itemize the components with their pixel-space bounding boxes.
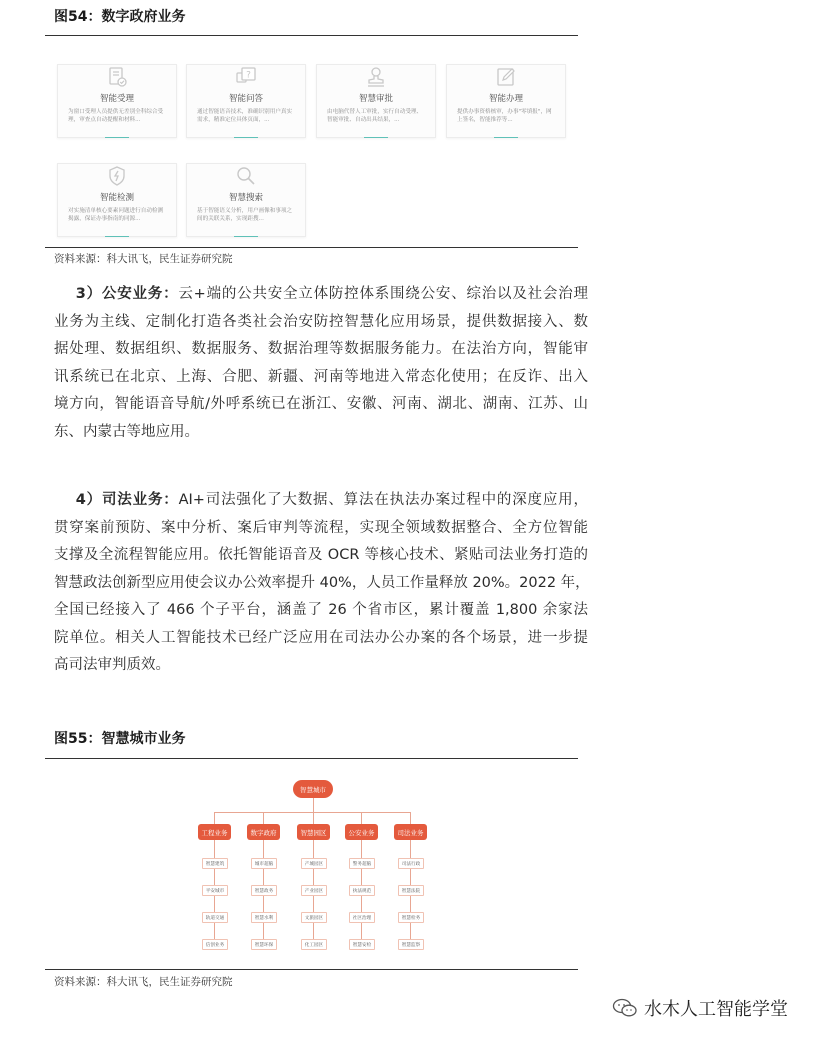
edit-icon [494,65,518,89]
card-desc: 通过智能语音技术，准确识别用户真实需求，精准定位具体页面，... [197,109,293,124]
card-desc: 对实施清单核心要素问题进行自动检测揭露，保证办事指南的同源... [68,208,164,223]
org-leaf-node: 平安城市 [202,885,228,896]
document-check-icon [105,65,129,89]
figure54-bottom-rule [45,247,578,248]
figure55-top-rule [45,758,578,759]
wechat-icon [612,998,638,1018]
paragraph-line: 讯系统已在北京、上海、合肥、新疆、河南等地进入常态化使用；在反诈、出入 [54,368,588,385]
paragraph-line: 支撑及全流程智能应用。依托智能语音及 OCR 等核心技术、紧贴司法业务打造的 [54,547,588,563]
card-intelligent-detection [57,163,177,237]
card-intelligent-handling [446,64,566,138]
paragraph-line: 3）公安业务：云+端的公共安全立体防控体系围绕公安、综治以及社会治理 [75,286,588,302]
org-leaf-node: 智慧环保 [251,939,277,950]
org-leaf-node: 产城园区 [301,858,327,869]
watermark-text: 水木人工智能学堂 [644,999,788,1020]
card-smart-search [186,163,306,237]
paragraph-line: 4）司法业务：AI+司法强化了大数据、算法在执法办案过程中的深度应用， [75,492,589,508]
org-leaf-node: 智慧政务 [251,885,277,896]
question-chat-icon [234,65,258,89]
card-desc: 为窗口受理人员提供无差别全科综合受理，审查点自动提醒和材料... [68,109,164,124]
root-connector [313,798,314,812]
shield-bolt-icon [105,164,129,188]
org-leaf-node: 司法行政 [398,858,424,869]
paragraph-lead: 4）司法业务： [75,492,179,508]
paragraph-line: 贯穿案前预防、案中分析、案后审判等流程，实现全领域数据整合、全方位智能 [54,519,588,536]
card-desc: 基于智能语义分析，用户画像和事项之间的关联关系，实现距搜... [197,208,293,223]
org-root-node: 智慧城市 [293,780,333,798]
org-category-node: 公安业务 [345,824,378,840]
card-intelligent-acceptance [57,64,177,138]
category-bar [214,812,410,813]
category-connector [313,812,314,824]
card-underline [105,137,129,138]
card-underline [364,137,388,138]
org-leaf-node: 轨道交通 [202,912,228,923]
card-title: 智能检测 [99,193,134,203]
org-leaf-node: 产业园区 [301,885,327,896]
card-desc: 提供办事资格核审，办事"零填报"，网上签名，智能推荐等... [457,109,552,124]
org-category-node: 工程业务 [198,824,231,840]
figure55-bottom-rule [45,969,578,970]
wechat-watermark [612,995,788,1021]
org-leaf-node: 文旅园区 [301,912,327,923]
card-underline [105,236,129,237]
card-intelligent-qa [186,64,306,138]
category-connector [214,812,215,824]
figure54-title: 图54：数字政府业务 [54,9,186,25]
org-leaf-node: 城市超脑 [251,858,277,869]
stamp-icon [364,65,388,89]
org-leaf-node: 智慧建筑 [202,858,228,869]
paragraph-public-security [54,281,588,446]
card-underline [234,236,258,237]
org-leaf-node: 化工园区 [301,939,327,950]
org-category-node: 智慧园区 [297,824,330,840]
category-connector [263,812,264,824]
paragraph-line: 高司法审判质效。 [54,657,170,673]
paragraph-line: 东、内蒙古等地应用。 [54,423,199,440]
org-leaf-node: 智慧监察 [398,939,424,950]
paragraph-line: 智慧政法创新型应用使会议办公效率提升 40%，人员工作量释放 20%。2022 年， [54,574,590,591]
org-leaf-node: 智慧检务 [398,912,424,923]
paragraph-line: 据处理、数据组织、数据服务、数据治理等数据服务能力。在法治方向，智能审 [54,341,588,357]
category-connector [410,812,411,824]
org-leaf-node: 社区治理 [349,912,375,923]
paragraph-line: 境方向，智能语音导航/外呼系统已在浙江、安徽、河南、湖北、湖南、江苏、山 [54,396,588,412]
card-underline [494,137,518,138]
org-category-node: 司法业务 [394,824,427,840]
paragraph-judicial [54,487,588,680]
card-title: 智能受理 [99,94,134,104]
card-title: 智慧审批 [358,94,393,104]
paragraph-line: 业务为主线、定制化打造各类社会治安防控智慧化应用场景，提供数据接入、数 [54,313,588,330]
org-leaf-node: 智慧水利 [251,912,277,923]
org-leaf-node: 执法规范 [349,885,375,896]
category-connector [361,812,362,824]
svg-text:?: ? [246,70,251,81]
card-underline [234,137,258,138]
org-leaf-node: 智慧法院 [398,885,424,896]
org-category-node: 数字政府 [247,824,280,840]
org-leaf-node: 信创业务 [202,939,228,950]
search-icon [234,164,258,188]
figure55-source: 资料来源：科大讯飞，民生证券研究院 [54,976,233,988]
card-smart-approval [316,64,436,138]
paragraph-lead: 3）公安业务： [75,286,179,302]
card-desc: 由电脑代替人工审批，实行自动受理、智能审批、自动出具结果，... [327,109,423,124]
figure54-top-rule [45,35,578,36]
org-leaf-node: 智慧安检 [349,939,375,950]
figure55-title: 图55：智慧城市业务 [54,731,186,747]
card-title: 智能办理 [488,94,523,104]
org-leaf-node: 警务超脑 [349,858,375,869]
card-title: 智能问答 [228,94,263,104]
paragraph-line: 院单位。相关人工智能技术已经广泛应用在司法办公办案的各个场景，进一步提 [54,629,588,646]
figure54-source: 资料来源：科大讯飞，民生证券研究院 [54,253,233,265]
card-title: 智慧搜索 [228,193,263,203]
paragraph-line: 全国已经接入了 466 个子平台，涵盖了 26 个省市区，累计覆盖 1,800 余家法 [54,602,588,618]
